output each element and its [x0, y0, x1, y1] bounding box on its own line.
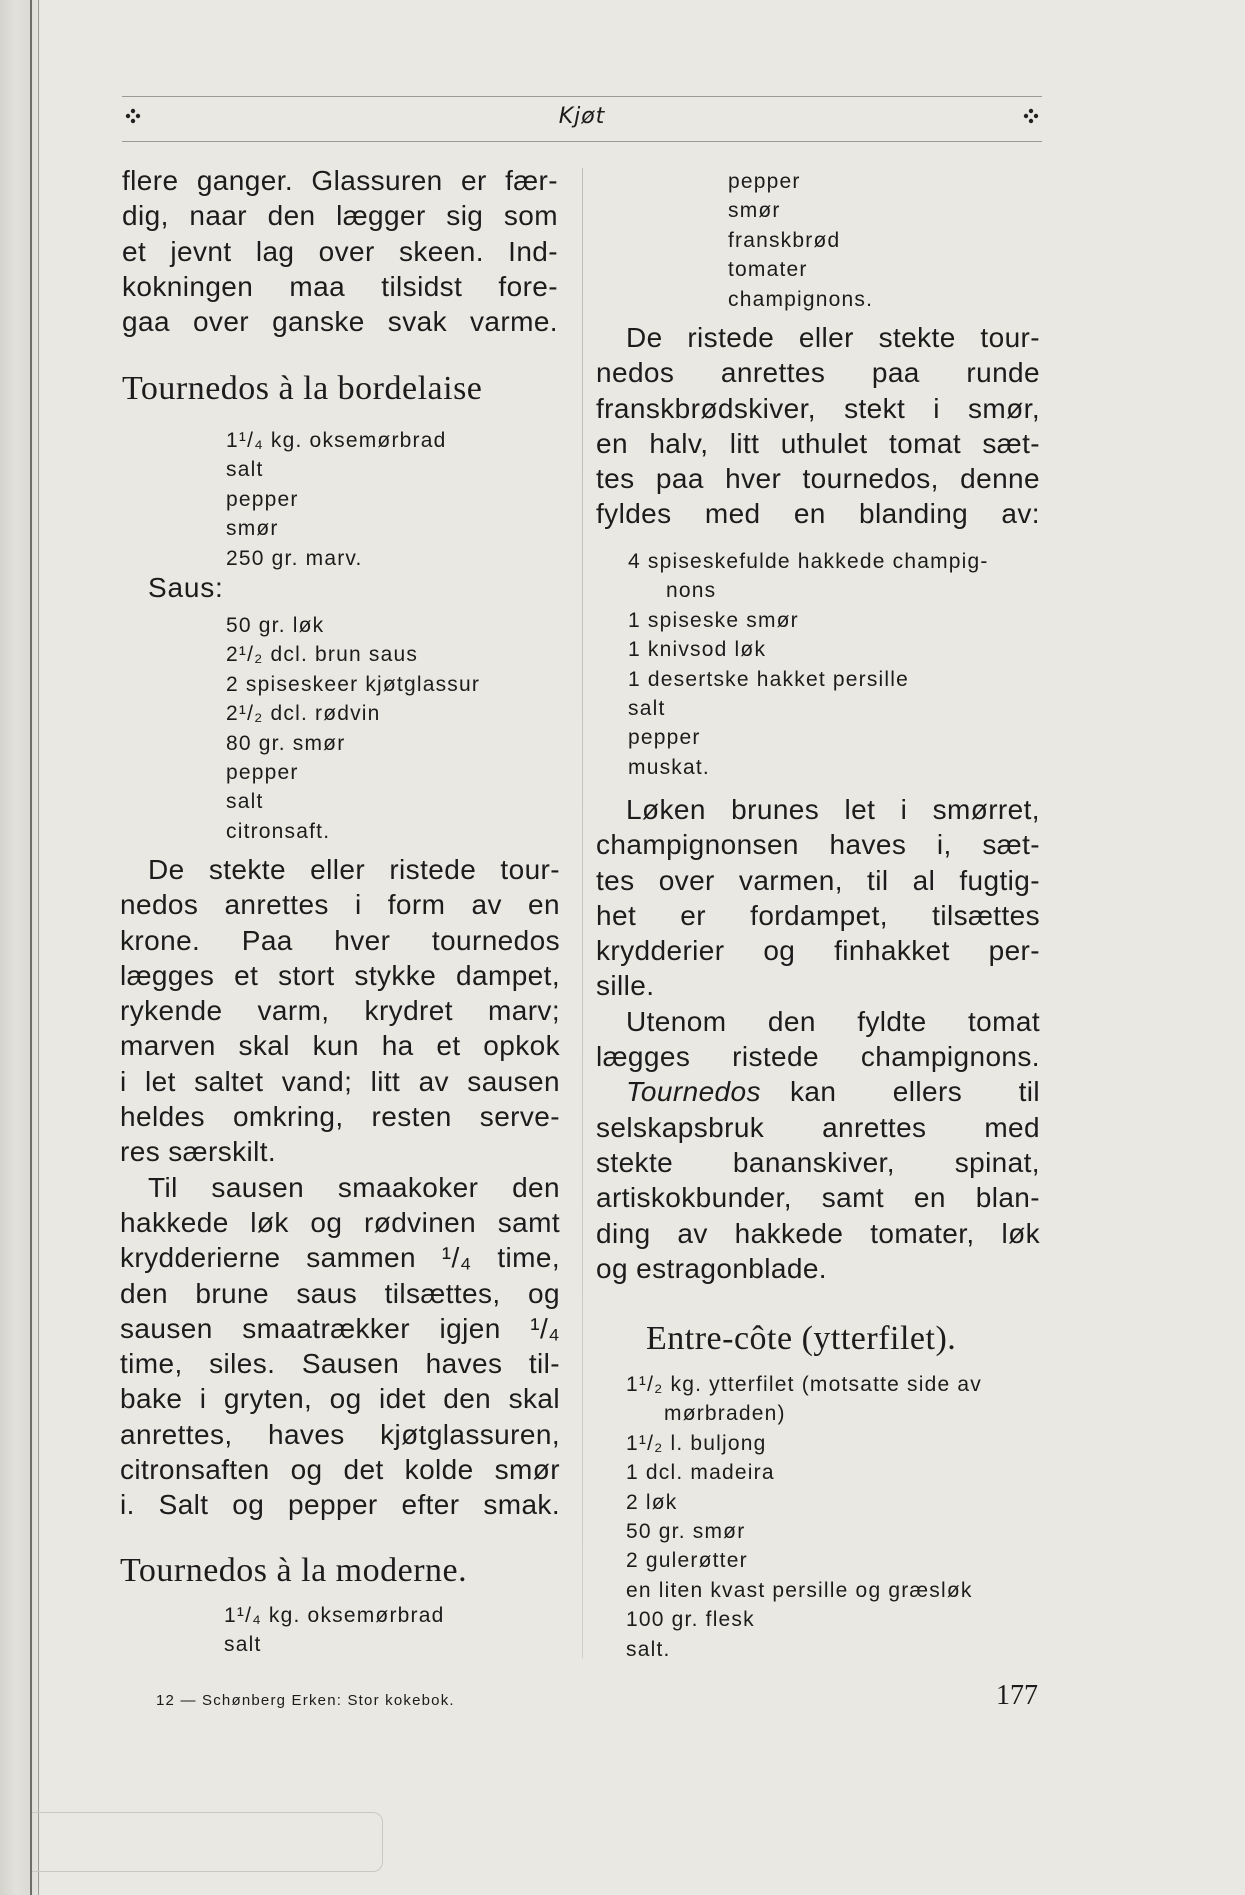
- method-paragraph: [596, 792, 1040, 1286]
- text-line: res særskilt.: [120, 1136, 277, 1168]
- ingredient: 80 gr. smør: [226, 731, 346, 755]
- text-line: i. Salt og pepper efter smak.: [120, 1489, 560, 1521]
- text-line: lægges ristede champignons.: [596, 1041, 1040, 1073]
- page-number: 177: [996, 1680, 1038, 1711]
- text-line: tes paa hver tournedos, denne: [596, 463, 1040, 495]
- ingredient: smør: [728, 199, 781, 223]
- ingredient: pepper: [226, 761, 299, 785]
- text-line: Løken brunes let i smørret,: [626, 794, 1040, 825]
- ingredient: 4 spiseskefulde hakkede champig-: [628, 550, 989, 573]
- text-line: stekte bananskiver, spinat,: [596, 1146, 1040, 1178]
- ingredient: en liten kvast persille og græsløk: [626, 1578, 973, 1602]
- ingredient: 1¹/₂ kg. ytterfilet (motsatte side av: [626, 1373, 982, 1396]
- text-line: bake i gryten, og idet den skal: [120, 1383, 560, 1415]
- recipe-heading: Entre-côte (ytterfilet).: [646, 1320, 957, 1357]
- ingredient: pepper: [628, 726, 701, 750]
- text-line: Utenom den fyldte tomat: [626, 1005, 1040, 1037]
- text-line: franskbrødskiver, stekt i smør,: [596, 392, 1040, 424]
- ingredient: citronsaft.: [226, 819, 331, 843]
- method-paragraph: [596, 320, 1040, 532]
- text-line: marven skal kun ha et opkok: [120, 1030, 560, 1062]
- running-header: [122, 96, 1042, 142]
- ingredient: 2 gulerøtter: [626, 1549, 748, 1573]
- ingredient: 1 dcl. madeira: [626, 1461, 775, 1485]
- ingredient: 1 desertske hakket persille: [628, 667, 910, 691]
- text-line: krone. Paa hver tournedos: [120, 924, 560, 956]
- ingredient: 1 knivsod løk: [628, 638, 767, 662]
- ingredient: 1¹/₄ kg. oksemørbrad: [226, 429, 447, 452]
- ingredient: nons: [666, 579, 717, 603]
- text-line: lægges et stort stykke dampet,: [120, 959, 560, 991]
- recipe-heading: Tournedos à la moderne.: [120, 1552, 468, 1589]
- text-line: artiskokbunder, samt en blan-: [596, 1182, 1040, 1214]
- text-fragment: kan ellers til: [790, 1076, 1040, 1108]
- method-paragraph: [120, 852, 560, 1523]
- text-line: citronsaften og det kolde smør: [120, 1454, 560, 1486]
- text-line: De stekte eller ristede tour-: [148, 854, 560, 885]
- ingredient: 100 gr. flesk: [626, 1608, 755, 1632]
- column-divider: [582, 168, 583, 1658]
- header-title: Kjøt: [558, 104, 606, 129]
- text-line: De ristede eller stekte tour-: [626, 322, 1040, 353]
- spine-line: [30, 0, 32, 1895]
- printer-signature: 12 — Schønberg Erken: Stor kokebok.: [156, 1692, 455, 1709]
- spine-line: [38, 0, 39, 1895]
- text-line: og estragonblade.: [596, 1252, 827, 1284]
- text-line: rykende varm, krydret marv;: [120, 995, 560, 1027]
- text-line: tes over varmen, til al fugtig-: [596, 864, 1040, 896]
- text-line: en halv, litt uthulet tomat sæt-: [596, 427, 1040, 459]
- ingredient: salt: [224, 1633, 262, 1657]
- ingredient: 250 gr. marv.: [226, 546, 363, 570]
- ingredient: 2 løk: [626, 1490, 678, 1514]
- recipe-heading: Tournedos à la bordelaise: [122, 370, 483, 407]
- text-line: nedos anrettes i form av en: [120, 889, 560, 921]
- page-stain: [32, 1812, 383, 1872]
- ingredient: smør: [226, 517, 279, 541]
- text-line: het er fordampet, tilsættes: [596, 899, 1040, 931]
- text-line: gaa over ganske svak varme.: [122, 306, 558, 338]
- ingredient: 50 gr. smør: [626, 1520, 746, 1544]
- text-line: heldes omkring, resten serve-: [120, 1101, 560, 1133]
- ingredient: salt: [226, 458, 264, 482]
- ingredient: 50 gr. løk: [226, 614, 325, 637]
- ingredient-list: [224, 1601, 444, 1660]
- ingredient: mørbraden): [664, 1402, 786, 1426]
- ingredient: 2¹/₂ dcl. rødvin: [226, 702, 381, 726]
- text-line: time, siles. Sausen haves til-: [120, 1348, 560, 1380]
- text-line: et jevnt lag over skeen. Ind-: [122, 235, 558, 267]
- text-line: hakkede løk og rødvinen samt: [120, 1206, 560, 1238]
- text-line: dig, naar den lægger sig som: [122, 200, 558, 232]
- text-line: den brune saus tilsættes, og: [120, 1277, 560, 1309]
- text-line: flere ganger. Glassuren er fær-: [122, 165, 558, 196]
- ingredient: muskat.: [628, 755, 710, 779]
- italic-word: Tournedos: [626, 1076, 761, 1108]
- ingredient-list: [626, 1370, 1036, 1664]
- text-line: ding av hakkede tomater, løk: [596, 1217, 1040, 1249]
- text-line: kokningen maa tilsidst fore-: [122, 270, 558, 302]
- ingredient-list: [226, 611, 480, 846]
- ingredient: 1 spiseske smør: [628, 608, 799, 632]
- ingredient: tomater: [728, 258, 808, 282]
- text-line: anrettes, haves kjøtglassuren,: [120, 1418, 560, 1450]
- text-line: Til sausen smaakoker den: [148, 1171, 560, 1203]
- ingredient: 1¹/₂ l. buljong: [626, 1431, 767, 1455]
- text-line: sausen smaatrækker igjen ¹/₄: [120, 1312, 560, 1344]
- ingredient: salt: [628, 697, 666, 721]
- text-line: champignonsen haves i, sæt-: [596, 829, 1040, 861]
- book-spine: [0, 0, 40, 1895]
- ornament-icon: [1022, 107, 1040, 125]
- text-line: i let saltet vand; litt av sausen: [120, 1065, 560, 1097]
- text-line: [596, 1074, 1040, 1109]
- ingredient: 2¹/₂ dcl. brun saus: [226, 643, 419, 667]
- text-line: krydderierne sammen ¹/₄ time,: [120, 1242, 560, 1274]
- ingredient-list: [226, 426, 446, 573]
- sauce-label: Saus:: [148, 572, 224, 603]
- ingredient: salt.: [626, 1637, 671, 1661]
- ingredient: champignons.: [728, 287, 874, 311]
- ingredient: 1¹/₄ kg. oksemørbrad: [224, 1604, 445, 1627]
- text-line: selskapsbruk anrettes med: [596, 1111, 1040, 1143]
- text-line: sille.: [596, 970, 655, 1002]
- ingredient: salt: [226, 790, 264, 814]
- ingredient: 2 spiseskeer kjøtglassur: [226, 672, 481, 696]
- ingredient-list: [628, 547, 989, 782]
- text-line: krydderier og finhakket per-: [596, 935, 1040, 967]
- ingredient: pepper: [226, 487, 299, 511]
- text-line: nedos anrettes paa runde: [596, 357, 1040, 389]
- ingredient-list: [728, 167, 873, 314]
- ingredient: franskbrød: [728, 228, 841, 252]
- intro-paragraph: [122, 163, 558, 339]
- ingredient: pepper: [728, 170, 801, 193]
- text-line: fyldes med en blanding av:: [596, 498, 1040, 530]
